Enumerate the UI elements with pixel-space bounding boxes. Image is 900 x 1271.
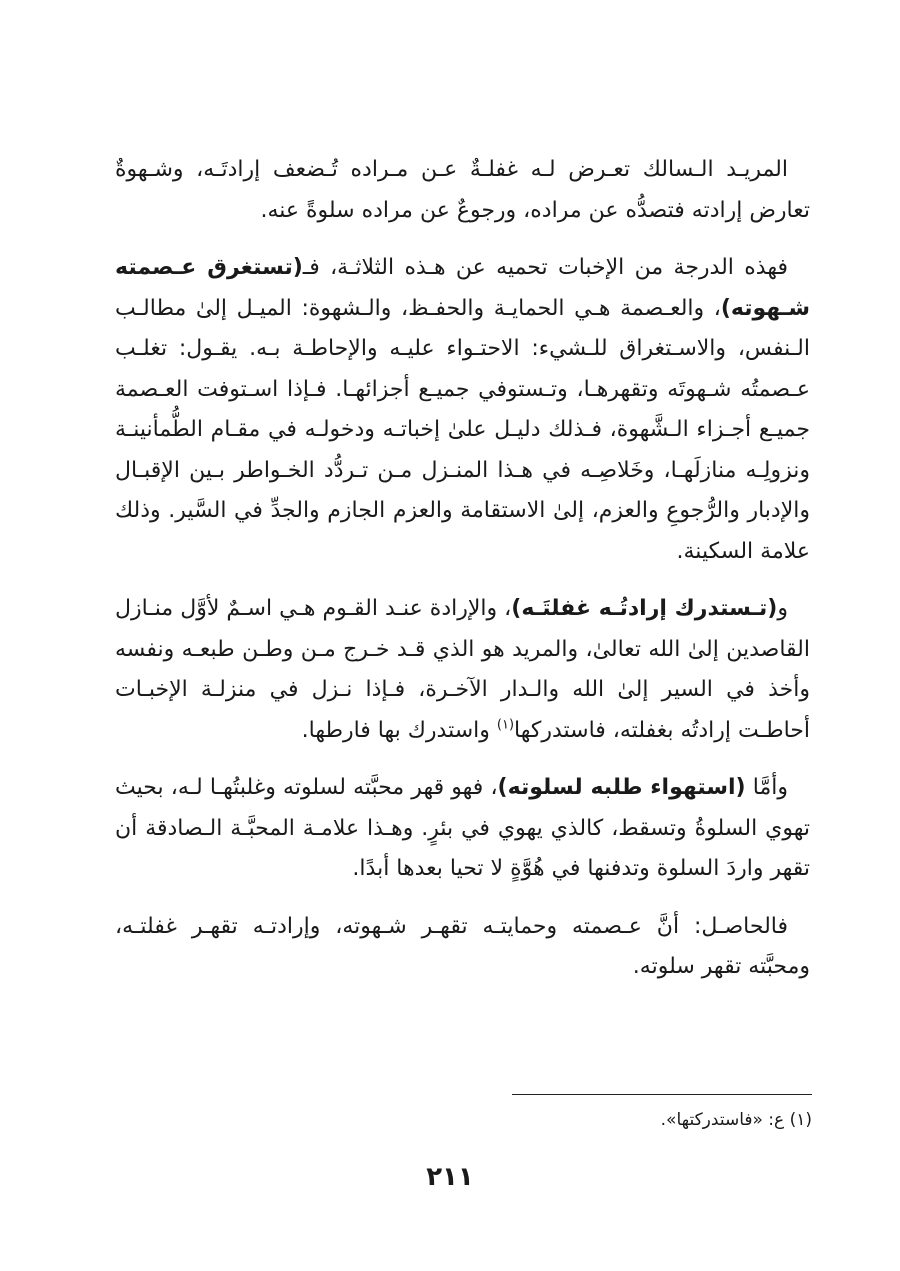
paragraph-5 bbox=[115, 907, 810, 988]
main-text bbox=[115, 150, 810, 1005]
footnote-marker: (١) bbox=[496, 717, 515, 733]
paragraph-4-text-rest: ، فهو قهر محبَّته لسلوته وغلبتُهـا لـه، بحيث تهوي السلوةُ وتسقط، كالذي يهوي في بئرٍ. وهـذا علامـة المحبَّـة الـصادقة أن تقهر واردَ السلوة وتدفنها في هُوَّةٍ لا تحيا بعدها أبدًا. bbox=[115, 775, 810, 881]
paragraph-1 bbox=[115, 150, 810, 231]
paragraph-2 bbox=[115, 248, 810, 572]
paragraph-1-text: المريـد الـسالك تعـرض لـه غفلـةٌ عـن مـراده تُـضعف إرادتَـه، وشـهوةٌ تعارض إرادته فتصدُّه عن مراده، ورجوعٌ عن مراده سلوةً عنه. bbox=[115, 157, 810, 223]
paragraph-5-text: فالحاصـل: أنَّ عـصمته وحمايتـه تقهـر شـهوته، وإرادتـه تقهـر غفلتـه، ومحبَّته تقهر سلوته. bbox=[115, 913, 810, 979]
footnote: (١) ع: «فاستدركتها». bbox=[660, 1110, 812, 1130]
paragraph-4-text-start: وأمَّا bbox=[745, 775, 788, 800]
footnote-divider bbox=[512, 1094, 812, 1095]
quoted-phrase-bold: (استهواء طلبه لسلوته) bbox=[497, 775, 746, 800]
paragraph-3-text-end: واستدرك بها فارطها. bbox=[301, 717, 497, 743]
paragraph-3-text-start: و bbox=[777, 596, 788, 621]
quoted-phrase-bold: (تـستدرك إرادتُـه غفلتَـه) bbox=[511, 596, 778, 621]
page-number: ٢١١ bbox=[426, 1162, 474, 1192]
paragraph-3-text-mid: ، والإرادة عنـد القـوم هـي اسـمٌ لأوَّل منـازل القاصدين إلىٰ الله تعالىٰ، والمريد هو الذي قـد خـرج مـن وطـن طبعـه ونفسه وأخذ في السير إلىٰ الله والـدار الآخـرة، فـإذا نـزل في منزلـة الإخبـات أحاطـت إرادتُه بغفلته، فاستدركها bbox=[115, 596, 810, 743]
paragraph-4 bbox=[115, 768, 810, 890]
paragraph-2-text-start: فهذه الدرجة من الإخبات تحميه عن هـذه الثلاثـة، فـ bbox=[302, 255, 788, 280]
quoted-phrase-bold: (تستغرق عـصمته شـهوته) bbox=[115, 255, 810, 321]
paragraph-3 bbox=[115, 589, 810, 751]
paragraph-2-text-rest: ، والعـصمة هـي الحمايـة والحفـظ، والـشهوة: الميـل إلىٰ مطالـب الـنفس، والاسـتغراق للـشيء: الاحتـواء عليـه والإحاطـة بـه. يقـول: تغلـب عـصمتُه شـهوتَه وتقهرهـا، وتـستوفي جميـع أجزائهـا. فـإذا اسـتوفت العـصمة جميـع أجـزاء الـشَّهوة، فـذلك دليـل علىٰ إخباتـه ودخولـه في مقـام الطُّمأنينـة ونزولِـه منازلَهـا، وخَلاصِـه في هـذا المنـزل مـن تـردُّد الخـواطر بـين الإقبـال والإدبار والرُّجوعِ والعزم، إلىٰ الاستقامة والعزم الجازم والجدِّ في السَّير. وذلك علامة السكينة. bbox=[115, 295, 810, 564]
